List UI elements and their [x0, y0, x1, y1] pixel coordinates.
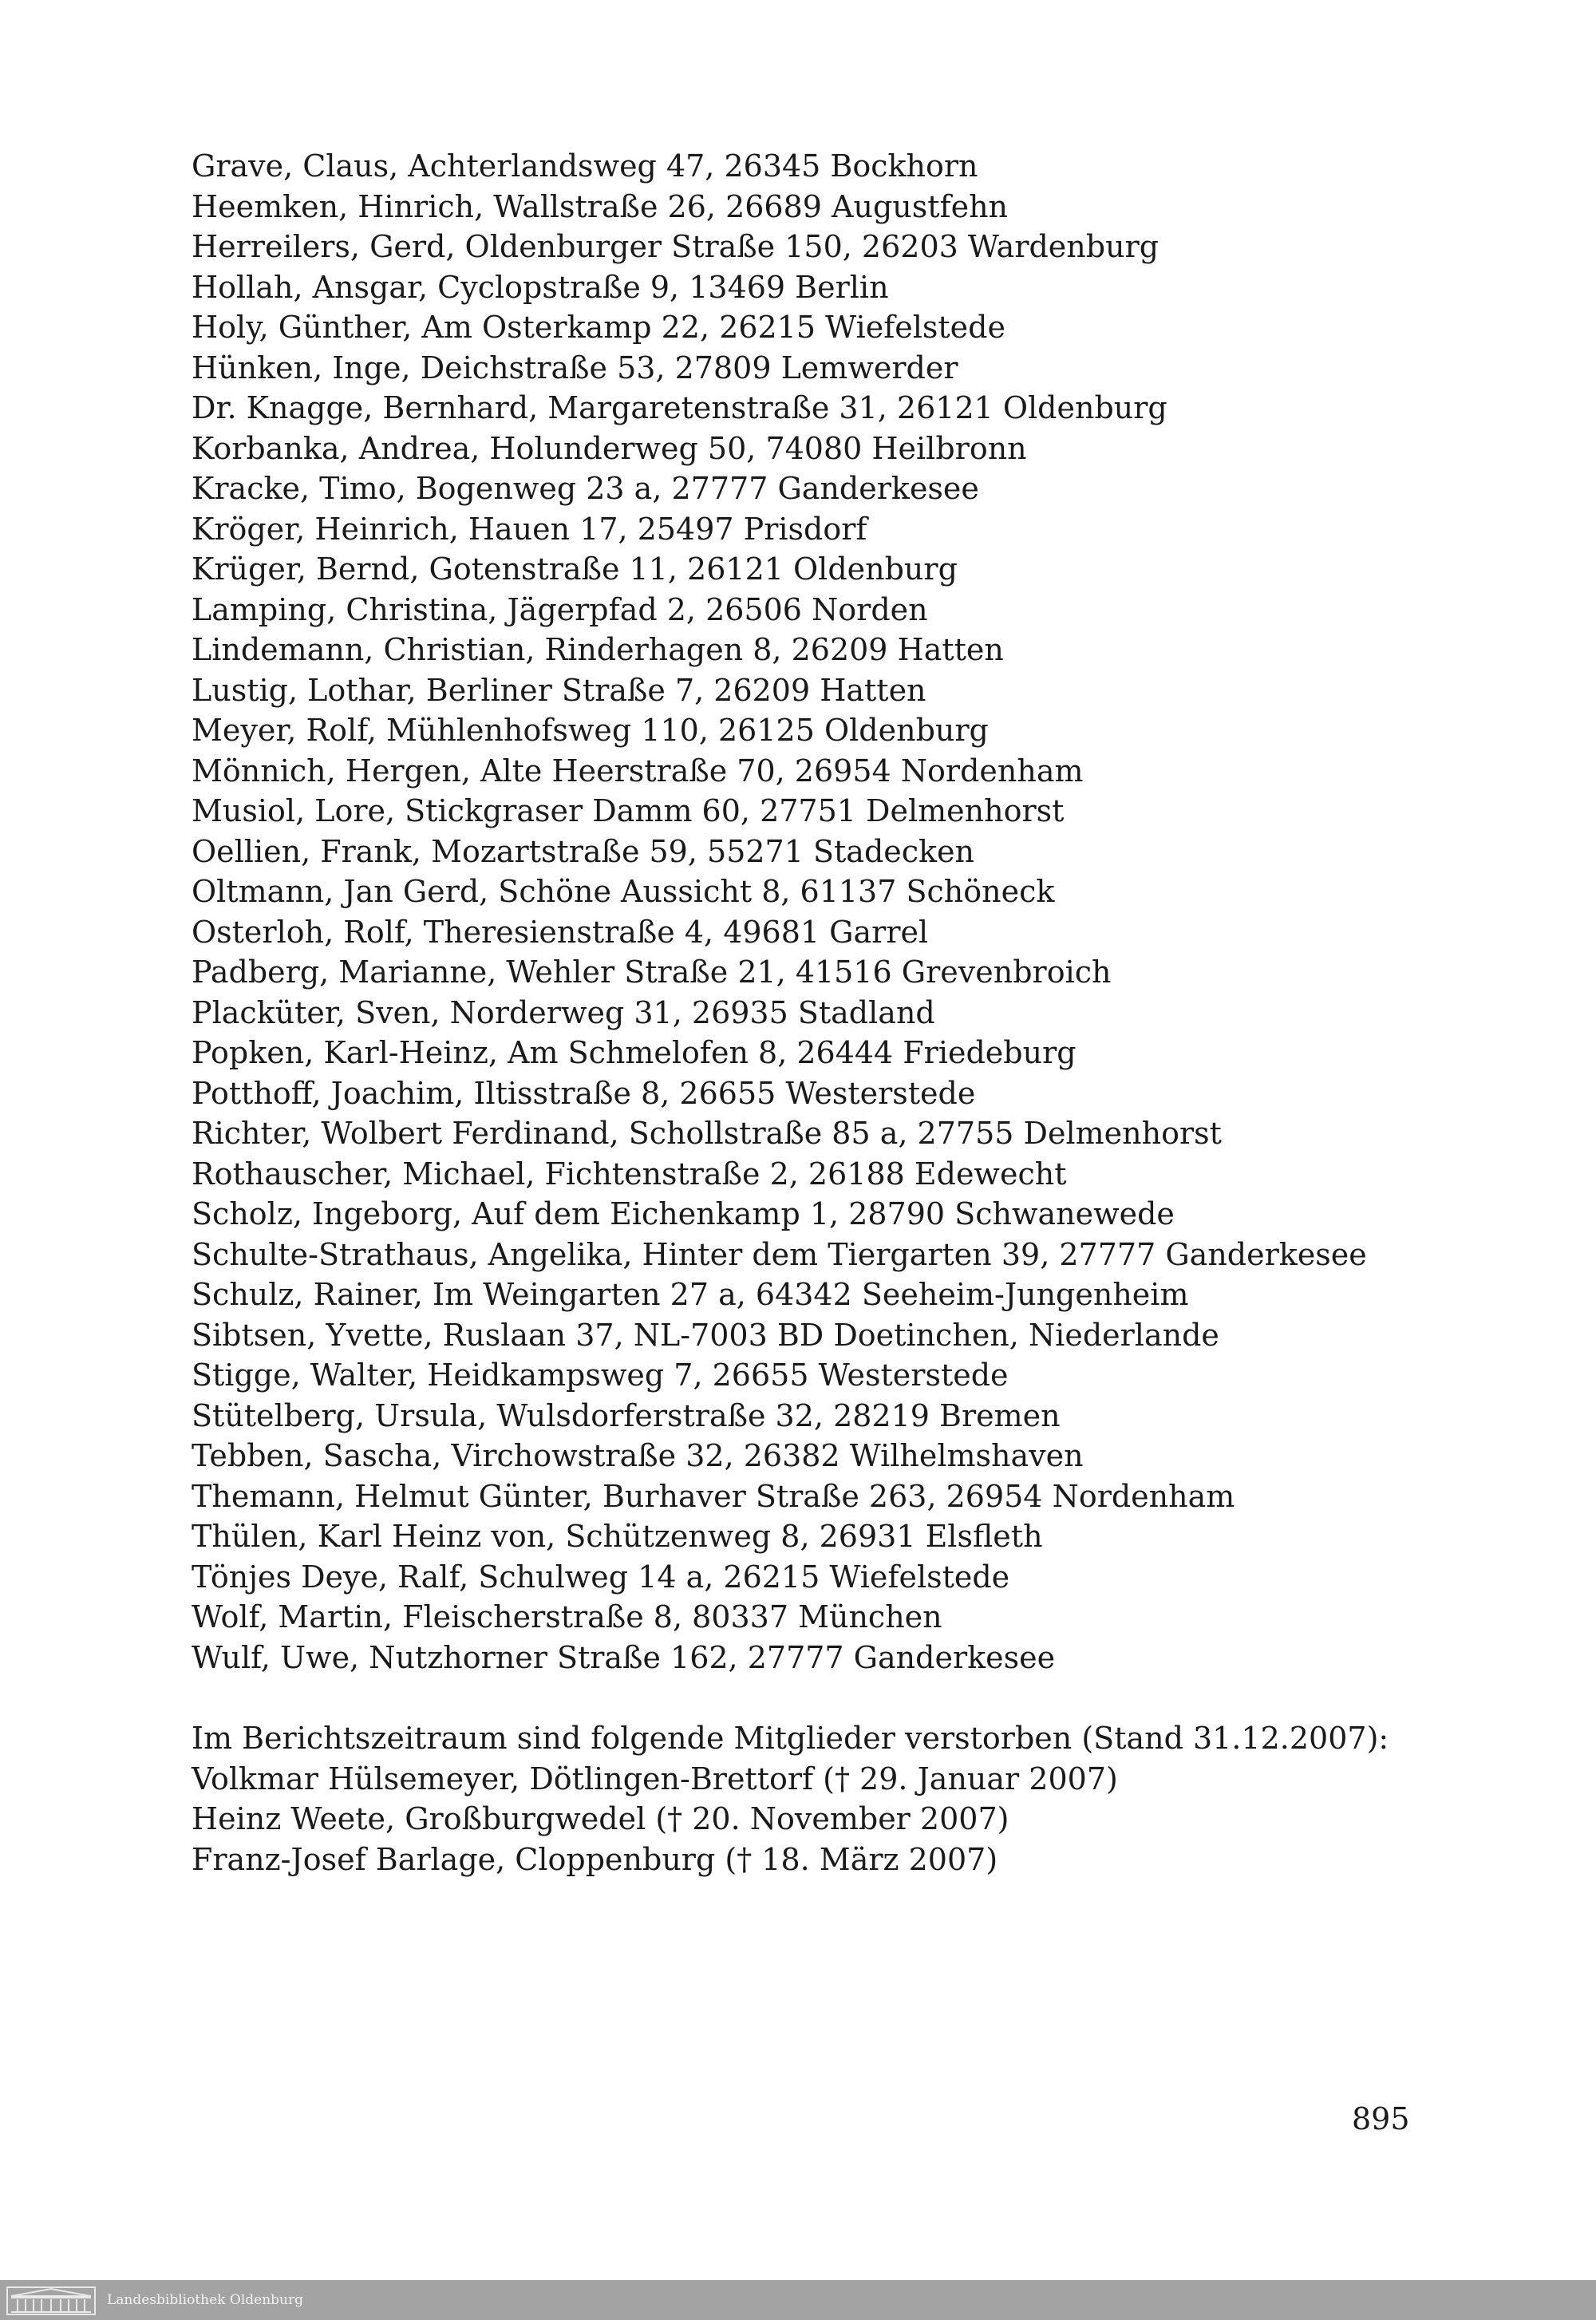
member-entry: Mönnich, Hergen, Alte Heerstraße 70, 26954 Nordenham — [192, 753, 1084, 788]
member-entry: Stütelberg, Ursula, Wulsdorferstraße 32, 28219 Bremen — [192, 1397, 1061, 1433]
member-entry: Potthoff, Joachim, Iltisstraße 8, 26655 Westerstede — [192, 1075, 976, 1111]
member-entry: Kracke, Timo, Bogenweg 23 a, 27777 Ganderkesee — [192, 471, 979, 506]
member-entry: Heemken, Hinrich, Wallstraße 26, 26689 Augustfehn — [192, 188, 1009, 224]
member-entry: Richter, Wolbert Ferdinand, Schollstraße 85 a, 27755 Delmenhorst — [192, 1116, 1222, 1151]
member-entry: Lindemann, Christian, Rinderhagen 8, 26209 Hatten — [192, 632, 1004, 667]
deceased-intro: Im Berichtszeitraum sind folgende Mitglieder verstorben (Stand 31.12.2007): — [192, 1721, 1389, 1756]
member-entry: Grave, Claus, Achterlandsweg 47, 26345 Bockhorn — [192, 148, 978, 184]
member-entry: Rothauscher, Michael, Fichtenstraße 2, 26188 Edewecht — [192, 1156, 1067, 1192]
member-entry: Schulte-Strathaus, Angelika, Hinter dem Tiergarten 39, 27777 Ganderkesee — [192, 1236, 1367, 1272]
member-entry: Placküter, Sven, Norderweg 31, 26935 Stadland — [192, 994, 935, 1030]
member-entry: Scholz, Ingeborg, Auf dem Eichenkamp 1, 28790 Schwanewede — [192, 1196, 1175, 1231]
member-entry: Osterloh, Rolf, Theresienstraße 4, 49681 Garrel — [192, 914, 929, 950]
library-building-icon — [6, 2286, 96, 2315]
member-entry: Lamping, Christina, Jägerpfad 2, 26506 Norden — [192, 591, 928, 627]
member-entry: Themann, Helmut Günter, Burhaver Straße 263, 26954 Nordenham — [192, 1478, 1235, 1514]
member-entry: Popken, Karl-Heinz, Am Schmelofen 8, 26444 Friedeburg — [192, 1035, 1077, 1070]
member-entry: Oltmann, Jan Gerd, Schöne Aussicht 8, 61137 Schöneck — [192, 874, 1055, 909]
page-number: 895 — [1352, 2101, 1410, 2136]
member-entry: Musiol, Lore, Stickgraser Damm 60, 27751 Delmenhorst — [192, 793, 1065, 828]
deceased-entry: Volkmar Hülsemeyer, Dötlingen-Brettorf († 29. Januar 2007) — [192, 1761, 1118, 1796]
member-entry: Wulf, Uwe, Nutzhorner Straße 162, 27777 Ganderkesee — [192, 1639, 1056, 1675]
member-entry: Kröger, Heinrich, Hauen 17, 25497 Prisdorf — [192, 511, 867, 547]
member-entry: Tebben, Sascha, Virchowstraße 32, 26382 Wilhelmshaven — [192, 1438, 1084, 1473]
member-entry: Thülen, Karl Heinz von, Schützenweg 8, 26931 Elsfleth — [192, 1519, 1043, 1554]
deceased-list — [192, 1759, 1436, 1880]
member-entry: Schulz, Rainer, Im Weingarten 27 a, 64342 Seeheim-Jungenheim — [192, 1277, 1189, 1312]
member-entry: Holy, Günther, Am Osterkamp 22, 26215 Wiefelstede — [192, 310, 1005, 345]
deceased-entry: Franz-Josef Barlage, Cloppenburg († 18. März 2007) — [192, 1841, 998, 1877]
member-entry: Padberg, Marianne, Wehler Straße 21, 41516 Grevenbroich — [192, 954, 1112, 990]
deceased-section — [192, 1718, 1436, 1879]
member-entry: Sibtsen, Yvette, Ruslaan 37, NL-7003 BD Doetinchen, Niederlande — [192, 1317, 1219, 1353]
member-entry: Krüger, Bernd, Gotenstraße 11, 26121 Oldenburg — [192, 551, 958, 587]
member-entry: Herreilers, Gerd, Oldenburger Straße 150, 26203 Wardenburg — [192, 229, 1159, 264]
member-entry: Stigge, Walter, Heidkampsweg 7, 26655 Westerstede — [192, 1358, 1009, 1393]
member-entry: Oellien, Frank, Mozartstraße 59, 55271 Stadecken — [192, 833, 975, 869]
deceased-entry: Heinz Weete, Großburgwedel († 20. November 2007) — [192, 1801, 1009, 1836]
member-entry: Tönjes Deye, Ralf, Schulweg 14 a, 26215 Wiefelstede — [192, 1559, 1010, 1595]
member-entry: Dr. Knagge, Bernhard, Margaretenstraße 31, 26121 Oldenburg — [192, 390, 1167, 425]
member-entry: Meyer, Rolf, Mühlenhofsweg 110, 26125 Oldenburg — [192, 713, 989, 748]
footer-library-name: Landesbibliothek Oldenburg — [107, 2292, 304, 2308]
footer-bar — [0, 2280, 1596, 2320]
member-entry: Korbanka, Andrea, Holunderweg 50, 74080 Heilbronn — [192, 430, 1027, 466]
member-entry: Lustig, Lothar, Berliner Straße 7, 26209 Hatten — [192, 672, 926, 708]
member-list — [192, 146, 1436, 1678]
member-entry: Hünken, Inge, Deichstraße 53, 27809 Lemwerder — [192, 350, 958, 385]
member-entry: Wolf, Martin, Fleischerstraße 8, 80337 München — [192, 1599, 942, 1634]
member-entry: Hollah, Ansgar, Cyclopstraße 9, 13469 Berlin — [192, 269, 889, 305]
